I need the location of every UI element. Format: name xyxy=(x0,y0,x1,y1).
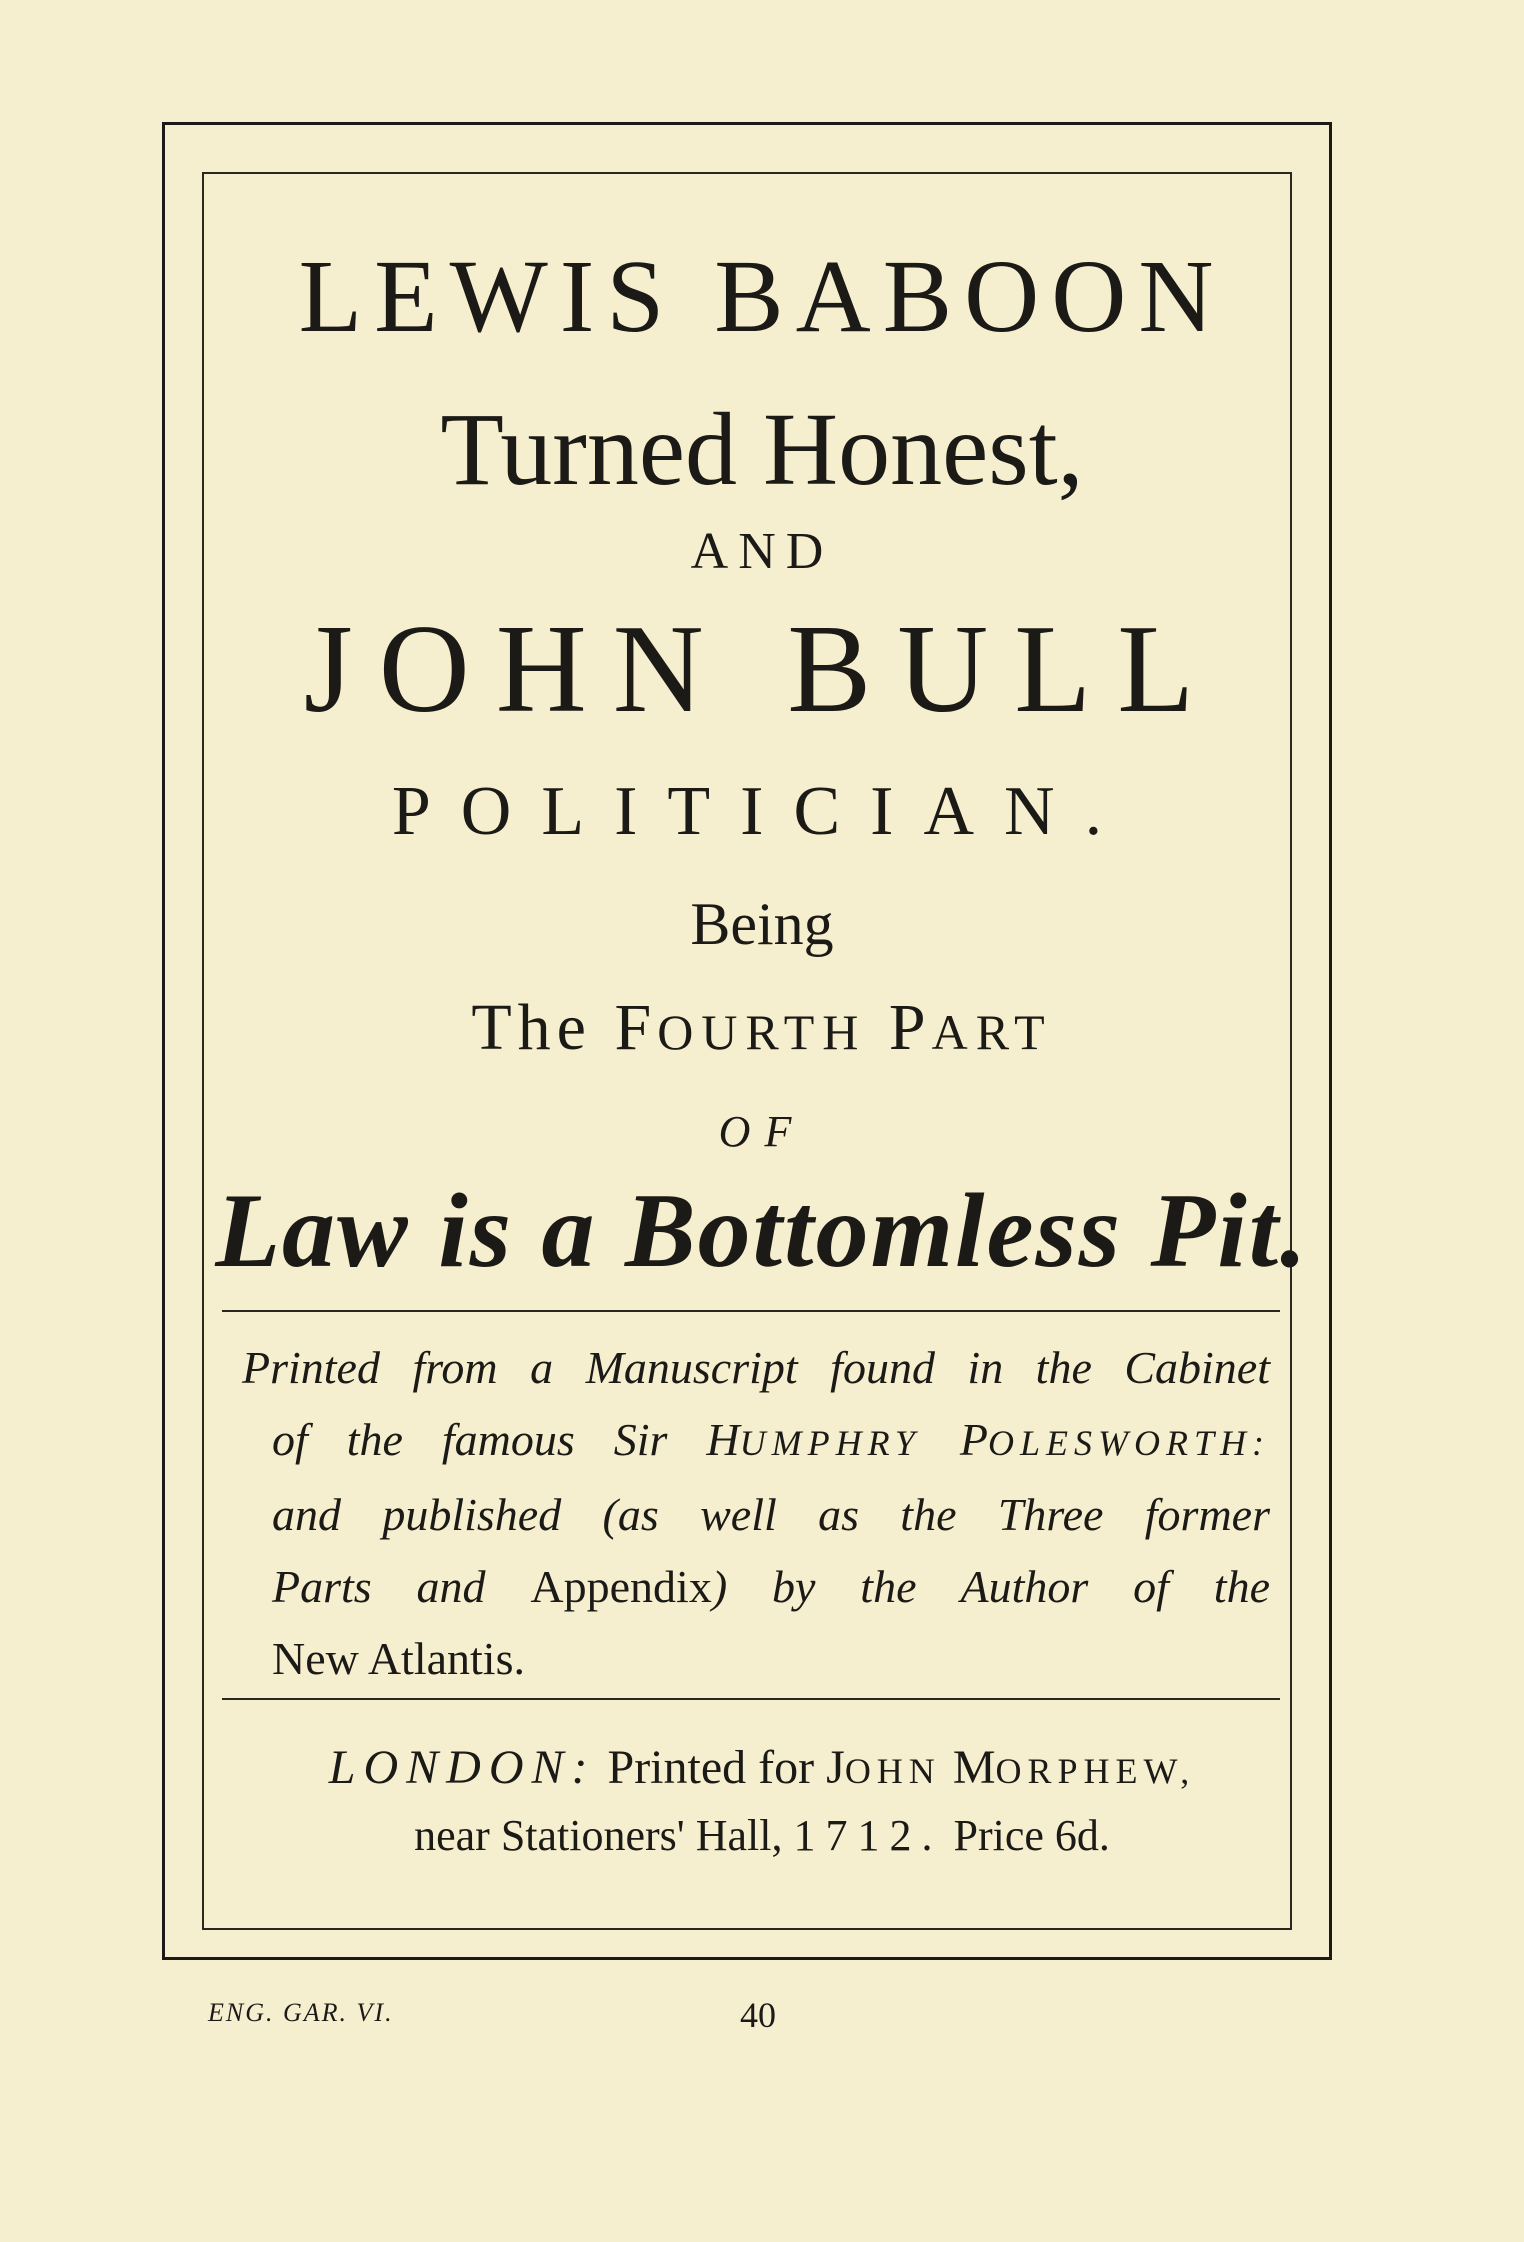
title-line-john-bull: JOHN BULL xyxy=(303,600,1221,739)
imprint-row-2-b: UMPHRY xyxy=(739,1423,921,1463)
imprint-row-2 xyxy=(242,1404,1270,1479)
fourth-part-a: The F xyxy=(471,991,658,1064)
divider-rule-bottom xyxy=(222,1698,1280,1700)
imprint-row-2-d: OLESWORTH: xyxy=(988,1423,1270,1463)
imprint-row-1: Printed from a Manuscript found in the Cabinet xyxy=(242,1342,1270,1393)
date-price-line xyxy=(0,1810,1524,1861)
fourth-part-c: P xyxy=(866,991,932,1064)
john-sc: OHN xyxy=(844,1751,941,1791)
stationers-hall: near Stationers' Hall, xyxy=(414,1811,794,1860)
price: Price 6d. xyxy=(942,1811,1110,1860)
printed-for: Printed for J xyxy=(595,1741,845,1794)
title-line-fourth-part xyxy=(0,990,1524,1066)
imprint-row-4 xyxy=(242,1551,1270,1623)
fourth-part-b: OURTH xyxy=(657,1004,867,1060)
morphew-m: M xyxy=(940,1741,996,1794)
divider-rule-top xyxy=(222,1310,1280,1312)
morphew-sc: ORPHEW, xyxy=(995,1751,1196,1791)
london-label: LONDON: xyxy=(328,1741,596,1794)
year: 1712. xyxy=(793,1811,943,1860)
imprint-row-2-a: of the famous Sir H xyxy=(272,1414,740,1465)
imprint-row-4-c: ) by the Author of the xyxy=(711,1561,1270,1612)
imprint-row-2-c: P xyxy=(920,1414,988,1465)
title-line-politician: POLITICIAN. xyxy=(391,773,1133,850)
title-line-law-is-a-bottomless-pit: Law is a Bottomless Pit. xyxy=(215,1172,1309,1289)
imprint-row-5: New Atlantis. xyxy=(272,1633,525,1684)
imprint-paragraph xyxy=(242,1332,1270,1695)
title-line-turned-honest: Turned Honest, xyxy=(440,392,1084,507)
title-line-being: Being xyxy=(690,891,834,957)
title-line-lewis-baboon: LEWIS BABOON xyxy=(298,239,1226,354)
publisher-line xyxy=(0,1740,1524,1795)
imprint-row-4-a: Parts and xyxy=(272,1561,531,1612)
fourth-part-d: ART xyxy=(931,1004,1053,1060)
page-number: 40 xyxy=(740,1995,776,2035)
title-line-and: AND xyxy=(690,523,834,580)
imprint-row-4-b: Appendix xyxy=(530,1561,712,1612)
title-line-of: OF xyxy=(718,1107,806,1156)
footer-signature: ENG. GAR. VI. xyxy=(208,1998,394,2027)
imprint-row-3: and published (as well as the Three former xyxy=(272,1489,1270,1540)
